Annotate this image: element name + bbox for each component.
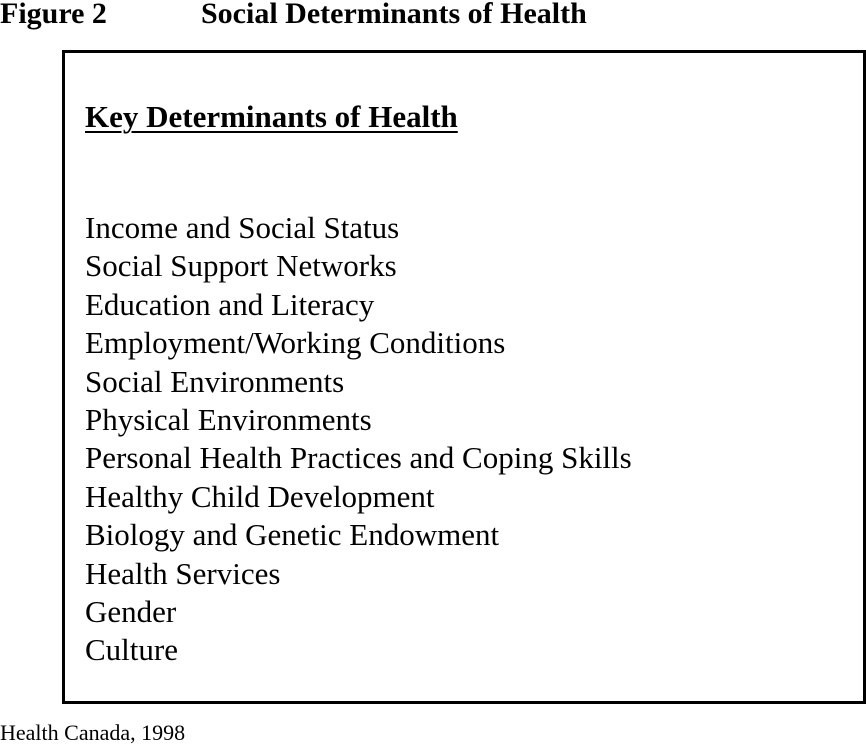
list-item: Healthy Child Development xyxy=(85,478,435,514)
list-item: Culture xyxy=(85,632,178,668)
list-item: Social Support Networks xyxy=(85,248,397,284)
determinants-list xyxy=(85,209,632,670)
list-item: Biology and Genetic Endowment xyxy=(85,517,500,553)
list-item: Education and Literacy xyxy=(85,286,375,322)
list-item: Gender xyxy=(85,594,177,630)
list-item: Social Environments xyxy=(85,363,345,399)
list-item: Physical Environments xyxy=(85,402,372,438)
list-item: Employment/Working Conditions xyxy=(85,325,506,361)
box-heading: Key Determinants of Health xyxy=(85,99,458,134)
figure-title: Social Determinants of Health xyxy=(201,0,587,30)
figure-label: Figure 2 xyxy=(0,0,107,30)
source-citation: Health Canada, 1998 xyxy=(0,720,186,745)
list-item: Income and Social Status xyxy=(85,210,400,245)
list-item: Personal Health Practices and Coping Skills xyxy=(85,440,632,476)
list-item: Health Services xyxy=(85,555,281,591)
determinants-box xyxy=(62,50,866,704)
